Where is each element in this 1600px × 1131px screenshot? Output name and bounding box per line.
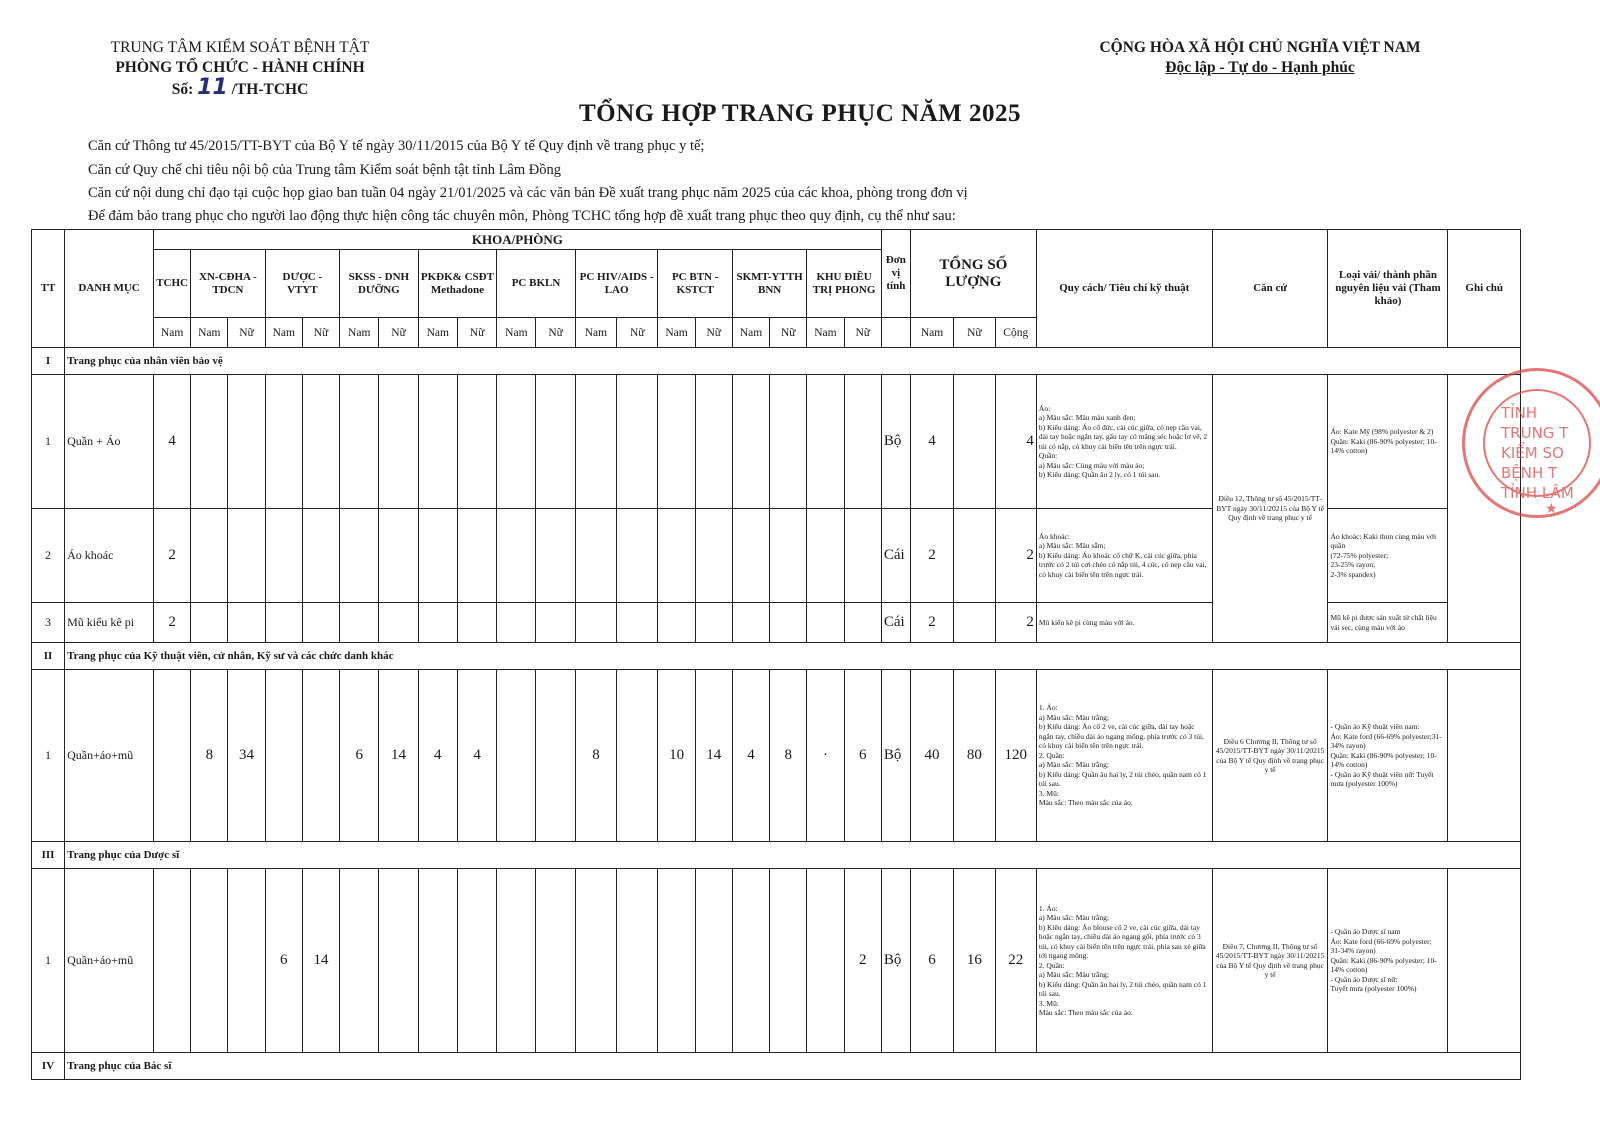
section-number: III <box>32 842 65 869</box>
dept-pc-btn: PC BTN - KSTCT <box>658 250 732 318</box>
doc-number <box>70 75 410 100</box>
row-spec: Mũ kiểu kê pi cùng màu với áo. <box>1036 603 1212 643</box>
dept-pc-hiv: PC HIV/AIDS - LAO <box>575 250 658 318</box>
row-note <box>1448 869 1521 1053</box>
sub-empty <box>881 318 910 348</box>
dept-tchc: TCHC <box>153 250 190 318</box>
row-val <box>617 869 658 1053</box>
section-row <box>32 643 1521 670</box>
col-don-vi: Đơn vị tính <box>881 230 910 318</box>
row-val: · <box>807 670 844 842</box>
row-val: 6 <box>340 670 379 842</box>
row-val <box>536 670 575 842</box>
row-total-nu: 80 <box>954 670 995 842</box>
row-total-nam: 2 <box>910 603 953 643</box>
col-tong-so: TỔNG SỐ LƯỢNG <box>910 230 1036 318</box>
section-label: Trang phục của Dược sĩ <box>65 842 1521 869</box>
row-val <box>617 670 658 842</box>
row-unit: Bộ <box>881 869 910 1053</box>
country-name: CỘNG HÒA XÃ HỘI CHỦ NGHĨA VIỆT NAM <box>1099 39 1421 56</box>
row-total-nam: 2 <box>910 509 953 603</box>
row-tt: 1 <box>32 375 65 509</box>
row-val <box>807 869 844 1053</box>
row-total-nu <box>954 509 995 603</box>
row-tchc: 2 <box>153 603 190 643</box>
row-total-cong: 2 <box>995 509 1036 603</box>
row-fabric: - Quần áo Dược sĩ nam Áo: Kate ford (66-69% polyester; 31-34% rayon) Quần: Kaki (86-90% polyester; 10-14% cotton) - Quần áo Dược sĩ nữ: Tuyết mưa (polyester 100%) <box>1328 869 1448 1053</box>
row-val: 14 <box>379 670 418 842</box>
row-val: 6 <box>844 670 881 842</box>
row-tt: 3 <box>32 603 65 643</box>
sub-cong: Cộng <box>995 318 1036 348</box>
row-tt: 2 <box>32 509 65 603</box>
sub-nu: Nữ <box>770 318 807 348</box>
row-note <box>1448 670 1521 842</box>
col-loai-vai: Loại vải/ thành phần nguyên liệu vải (Tham khảo) <box>1328 230 1448 348</box>
row-val: 8 <box>575 670 616 842</box>
sub-nam: Nam <box>807 318 844 348</box>
row-name: Mũ kiểu kê pi <box>65 603 154 643</box>
row-val: 10 <box>658 670 695 842</box>
row-legal-basis: Điều 6 Chương II, Thông tư số 45/2015/TT-BYT ngày 30/11/20215 của Bộ Y tế Quy định về trang phục y tế <box>1212 670 1328 842</box>
row-val <box>191 869 228 1053</box>
paragraph-3: Căn cứ nội dung chỉ đạo tại cuộc họp giao ban tuần 04 ngày 21/01/2025 và các văn bản Đề xuất trang phục năm 2025 của các khoa, phòng trong đơn vị <box>88 185 968 201</box>
row-val: 4 <box>457 670 496 842</box>
row-total-nu <box>954 375 995 509</box>
row-total-nu: 16 <box>954 869 995 1053</box>
row-val <box>379 869 418 1053</box>
row-total-cong: 120 <box>995 670 1036 842</box>
motto: Độc lập - Tự do - Hạnh phúc <box>1165 59 1355 76</box>
row-total-nam: 6 <box>910 869 953 1053</box>
row-val <box>418 869 457 1053</box>
col-tt: TT <box>32 230 65 348</box>
table-row <box>32 670 1521 842</box>
row-total-cong: 22 <box>995 869 1036 1053</box>
row-val <box>497 869 536 1053</box>
header-left <box>70 38 410 100</box>
col-ghi-chu: Ghi chú <box>1448 230 1521 348</box>
row-val: 6 <box>265 869 302 1053</box>
row-tchc: 4 <box>153 375 190 509</box>
row-total-nam: 40 <box>910 670 953 842</box>
col-khoa-phong: KHOA/PHÒNG <box>153 230 881 250</box>
row-val <box>153 869 190 1053</box>
sub-nam: Nam <box>153 318 190 348</box>
row-tt: 1 <box>32 670 65 842</box>
dept-duoc: DƯỢC -VTYT <box>265 250 339 318</box>
dept-name: PHÒNG TỔ CHỨC - HÀNH CHÍNH <box>115 59 365 76</box>
row-val <box>695 869 732 1053</box>
uniform-table <box>31 229 1521 1080</box>
sub-nam: Nam <box>732 318 769 348</box>
doc-number-value: 11 <box>197 75 228 100</box>
row-unit: Cái <box>881 603 910 643</box>
table-row <box>32 869 1521 1053</box>
org-name: TRUNG TÂM KIỂM SOÁT BỆNH TẬT <box>110 39 370 56</box>
row-unit: Cái <box>881 509 910 603</box>
section-number: IV <box>32 1053 65 1080</box>
sub-nam: Nam <box>497 318 536 348</box>
dept-pkdk: PKĐK& CSĐT Methadone <box>418 250 497 318</box>
section-number: II <box>32 643 65 670</box>
row-val <box>732 869 769 1053</box>
row-total-cong: 4 <box>995 375 1036 509</box>
section-label: Trang phục của Bác sĩ <box>65 1053 1521 1080</box>
sub-nu: Nữ <box>379 318 418 348</box>
row-val: 8 <box>191 670 228 842</box>
doc-number-suffix: /TH-TCHC <box>231 81 309 98</box>
row-val: 2 <box>844 869 881 1053</box>
sub-nu: Nữ <box>536 318 575 348</box>
col-quy-cach: Quy cách/ Tiêu chí kỹ thuật <box>1036 230 1212 348</box>
row-unit: Bộ <box>881 670 910 842</box>
row-fabric: Mũ kê pi được sản xuất từ chất liệu vải sẹc, cùng màu với áo <box>1328 603 1448 643</box>
dept-khu-phong: KHU ĐIỀU TRỊ PHONG <box>807 250 882 318</box>
sub-nu: Nữ <box>954 318 995 348</box>
section-label: Trang phục của Kỹ thuật viên, cử nhân, Kỹ sư và các chức danh khác <box>65 643 1521 670</box>
document-title: TỔNG HỢP TRANG PHỤC NĂM 2025 <box>578 100 1021 127</box>
row-val: 4 <box>732 670 769 842</box>
row-legal-basis: Điều 12, Thông tư số 45/2015/TT-BYT ngày 30/11/20215 của Bộ Y tế Quy định về trang phục y tế <box>1212 375 1328 643</box>
doc-number-label: Số: <box>171 81 194 98</box>
dept-skss: SKSS - DNH DƯỠNG <box>340 250 419 318</box>
row-val: 8 <box>770 670 807 842</box>
row-val <box>770 869 807 1053</box>
row-name: Quần+áo+mũ <box>65 670 154 842</box>
col-danh-muc: DANH MỤC <box>65 230 154 348</box>
row-total-cong: 2 <box>995 603 1036 643</box>
sub-nam: Nam <box>191 318 228 348</box>
row-val <box>228 869 265 1053</box>
sub-nam: Nam <box>418 318 457 348</box>
sub-nu: Nữ <box>302 318 339 348</box>
section-row <box>32 348 1521 375</box>
sub-nam: Nam <box>575 318 616 348</box>
row-tt: 1 <box>32 869 65 1053</box>
row-fabric: Áo: Kate Mỹ (98% polyester & 2) Quần: Kaki (86-90% polyester; 10-14% cotton) <box>1328 375 1448 509</box>
row-val: 14 <box>695 670 732 842</box>
sub-nam: Nam <box>265 318 302 348</box>
section-number: I <box>32 348 65 375</box>
header-row-1 <box>32 230 1521 250</box>
row-legal-basis: Điều 7, Chương II, Thông tư số 45/2015/TT-BYT ngày 30/11/20215 của Bộ Y tế Quy định về trang phục y tế <box>1212 869 1328 1053</box>
sub-nu: Nữ <box>695 318 732 348</box>
row-unit: Bộ <box>881 375 910 509</box>
row-val <box>575 869 616 1053</box>
row-val: 4 <box>418 670 457 842</box>
table-row <box>32 375 1521 509</box>
sub-nu: Nữ <box>617 318 658 348</box>
row-val <box>265 670 302 842</box>
dept-pc-bkln: PC BKLN <box>497 250 576 318</box>
dept-xn-cdha: XN-CĐHA -TDCN <box>191 250 265 318</box>
row-name: Áo khoác <box>65 509 154 603</box>
row-fabric: - Quần áo Kỹ thuật viên nam: Áo: Kate ford (66-69% polyester;31-34% rayon) Quần: Kaki (86-90% polyester; 10-14% cotton) - Quần áo Kỹ thuật viên nữ: Tuyết mưa (polyester 100%) <box>1328 670 1448 842</box>
section-label: Trang phục của nhân viên bảo vệ <box>65 348 1521 375</box>
row-spec: Áo: a) Màu sắc: Màu màu xanh đen; b) Kiểu dáng: Áo cổ đức, cài cúc giữa, có nẹp cầu vai, dài tay hoặc ngắn tay, gấu tay có măng séc hoặc lơ vê, 2 túi có nắp, có khuy cài biển tên trên ngực trái. Quần: a) Màu sắc: Cùng màu với màu áo; b) Kiểu dáng: Quần âu 2 ly, có 1 túi sau. <box>1036 375 1212 509</box>
row-val: 14 <box>302 869 339 1053</box>
row-val: 34 <box>228 670 265 842</box>
dept-skmt: SKMT-YTTH BNN <box>732 250 806 318</box>
paragraph-2: Căn cứ Quy chế chi tiêu nội bộ của Trung tâm Kiểm soát bệnh tật tỉnh Lâm Đồng <box>88 162 561 178</box>
row-tchc: 2 <box>153 509 190 603</box>
row-val <box>658 869 695 1053</box>
header-right <box>1070 38 1450 78</box>
row-spec: 1. Áo: a) Màu sắc: Màu trắng; b) Kiểu dáng: Áo blouse cổ 2 ve, cài cúc giữa, dài tay hoặc ngắn tay, chiều dài áo ngang gối, phía trước có 3 túi, có khuy cài biển tên trên ngực trái, phía sau xẻ giữa tới ngang mông. 2. Quần: a) Màu sắc: Màu trắng; b) Kiểu dáng: Quần âu hai ly, 2 túi chéo, quần nam có 1 túi sau. 3. Mũ: Màu sắc: Theo màu sắc của áo. <box>1036 869 1212 1053</box>
row-name: Quần + Áo <box>65 375 154 509</box>
col-can-cu: Căn cứ <box>1212 230 1328 348</box>
row-fabric: Áo khoác: Kaki thun cùng màu với quần (72-75% polyester; 23-25% rayon; 2-3% spandex) <box>1328 509 1448 603</box>
stamp-text: TỈNH TRUNG T KIỂM SO BỆNH T TỈNH LÂM <box>1501 404 1574 502</box>
row-total-nam: 4 <box>910 375 953 509</box>
star-icon: ★ <box>1545 502 1558 517</box>
row-val <box>302 670 339 842</box>
sub-nam: Nam <box>658 318 695 348</box>
row-total-nu <box>954 603 995 643</box>
section-row <box>32 1053 1521 1080</box>
row-val <box>497 670 536 842</box>
sub-nam: Nam <box>340 318 379 348</box>
sub-nu: Nữ <box>228 318 265 348</box>
official-stamp <box>1462 368 1600 518</box>
row-spec: Áo khoác: a) Màu sắc: Màu sẫm; b) Kiểu dáng: Áo khoác cổ chữ K, cài cúc giữa, phía trước có 2 túi cơi chéo có nắp túi, 4 cúc, có nẹp cầu vai, có khuy cài biển tên trên ngực trái. <box>1036 509 1212 603</box>
section-row <box>32 842 1521 869</box>
paragraph-1: Căn cứ Thông tư 45/2015/TT-BYT của Bộ Y tế ngày 30/11/2015 của Bộ Y tế Quy định về trang phục y tế; <box>88 138 705 154</box>
sub-nam: Nam <box>910 318 953 348</box>
row-spec: 1. Áo: a) Màu sắc: Màu trắng; b) Kiểu dáng: Áo cổ 2 ve, cài cúc giữa, dài tay hoặc ngắn tay, chiều dài áo ngang mông, phía trước có 3 túi, có khuy cài biển tên trên ngực trái. 2. Quần: a) Màu sắc: Màu trắng; b) Kiểu dáng: Quần âu hai ly, 2 túi chéo, quần nam có 1 túi sau. 3. Mũ: Màu sắc: Theo màu sắc của áo. <box>1036 670 1212 842</box>
paragraph-4: Để đảm bảo trang phục cho người lao động thực hiện công tác chuyên môn, Phòng TCHC tổng hợp đề xuất trang phục theo quy định, cụ thể như sau: <box>88 208 956 224</box>
row-val <box>536 869 575 1053</box>
row-val <box>153 670 190 842</box>
row-val <box>340 869 379 1053</box>
row-name: Quần+áo+mũ <box>65 869 154 1053</box>
row-val <box>457 869 496 1053</box>
sub-nu: Nữ <box>844 318 881 348</box>
sub-nu: Nữ <box>457 318 496 348</box>
